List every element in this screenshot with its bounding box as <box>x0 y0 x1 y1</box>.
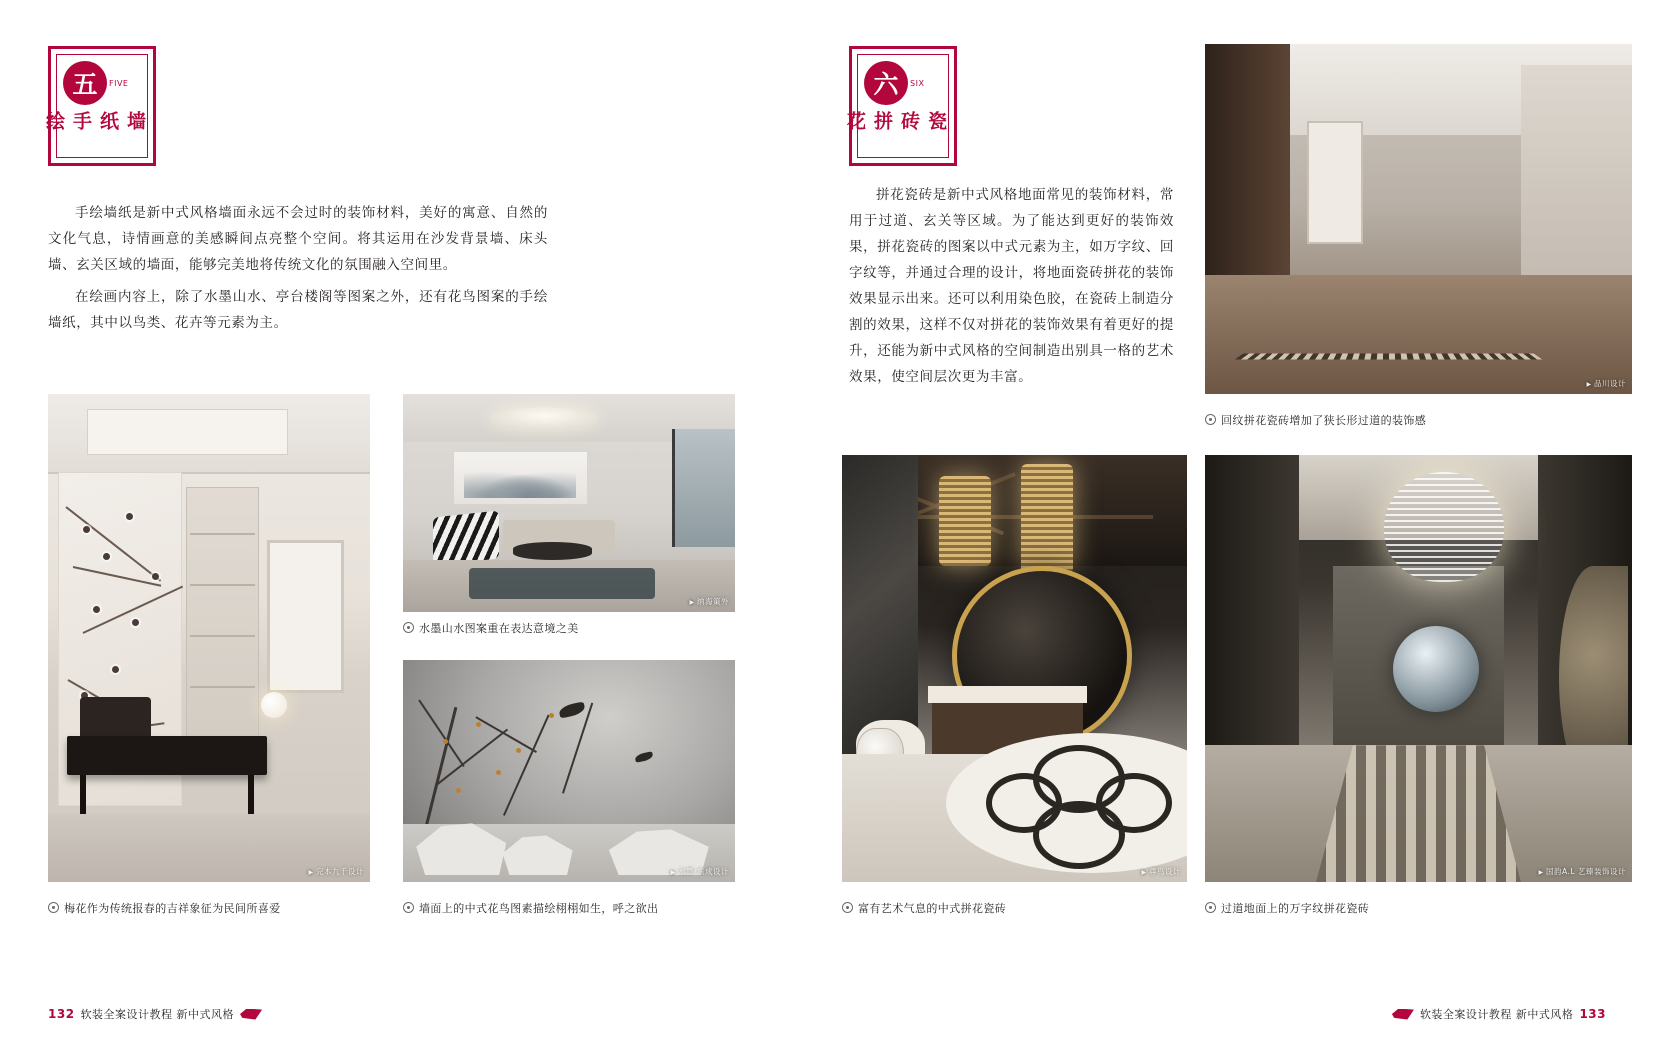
section-title-char-1: 砖 <box>898 111 920 132</box>
left-paragraph-2: 在绘画内容上，除了水墨山水、亭台楼阁等图案之外，还有花鸟图案的手绘墙纸，其中以鸟类、花卉等元素为主。 <box>48 289 548 331</box>
caption-living-room-ink: 水墨山水图案重在表达意境之美 <box>403 620 579 636</box>
section-title-char-1: 纸 <box>97 111 119 132</box>
section-title-char-2: 手 <box>70 111 92 132</box>
footer-right <box>1392 1006 1606 1022</box>
brand-logo-icon <box>1392 1009 1414 1020</box>
footer-title: 软装全案设计教程 新中式风格 <box>1419 1008 1574 1021</box>
caption-study-room: 梅花作为传统报春的吉祥象征为民间所喜爱 <box>48 900 281 916</box>
caption-bullet-icon <box>403 902 414 913</box>
section-number-en: FIVE <box>109 79 129 88</box>
caption-hallway-chandelier: 过道地面上的万字纹拼花瓷砖 <box>1205 900 1369 916</box>
photo-corridor-tile <box>1205 44 1632 394</box>
photo-watermark: ▶ 纳海策外 <box>689 596 729 607</box>
photo-watermark: ▶ 尊鸟设计 <box>1141 866 1181 877</box>
section-title-char-0: 瓷 <box>925 111 947 132</box>
caption-corridor-tile: 回纹拼花瓷砖增加了狭长形过道的装饰感 <box>1205 412 1426 428</box>
photo-study-room <box>48 394 370 882</box>
page-number: 132 <box>48 1007 75 1021</box>
caption-bird-branch-wall: 墙面上的中式花鸟图素描绘栩栩如生，呼之欲出 <box>403 900 658 916</box>
right-body-text <box>849 182 1174 396</box>
section-badge-six <box>844 46 957 166</box>
section-title-char-0: 墙 <box>124 111 146 132</box>
caption-bullet-icon <box>403 622 414 633</box>
caption-bullet-icon <box>1205 414 1216 425</box>
right-paragraph-1: 拼花瓷砖是新中式风格地面常见的装饰材料，常用于过道、玄关等区域。为了能达到更好的装饰效果，拼花瓷砖的图案以中式元素为主，如万字纹、回字纹等，并通过合理的设计，将地面瓷砖拼花的装饰效果显示出来。还可以利用染色胶，在瓷砖上制造分割的效果，这样不仅对拼花的装饰效果有着更好的提升，还能为新中式风格的空间制造出别具一格的艺术效果，使空间层次更为丰富。 <box>849 187 1174 385</box>
brand-logo-icon <box>240 1009 262 1020</box>
caption-bullet-icon <box>1205 902 1216 913</box>
section-badge-five <box>43 46 156 166</box>
footer-title: 软装全案设计教程 新中式风格 <box>80 1008 235 1021</box>
photo-bird-branch-wall <box>403 660 735 882</box>
photo-bathroom-medallion <box>842 455 1187 882</box>
left-paragraph-1: 手绘墙纸是新中式风格墙面永远不会过时的装饰材料，美好的寓意、自然的文化气息，诗情画意的美感瞬间点亮整个空间。将其运用在沙发背景墙、床头墙、玄关区域的墙面，能够完美地将传统文化的氛围融入空间里。 <box>48 205 548 273</box>
caption-bullet-icon <box>842 902 853 913</box>
section-title-char-3: 花 <box>844 111 866 132</box>
section-number: 五 <box>63 61 107 105</box>
left-body-text <box>48 200 548 342</box>
section-number: 六 <box>864 61 908 105</box>
page-number: 133 <box>1579 1007 1606 1021</box>
caption-bathroom-medallion: 富有艺术气息的中式拼花瓷砖 <box>842 900 1006 916</box>
photo-watermark: ▶ 水墨·东成设计 <box>671 866 729 877</box>
photo-watermark: ▶ 完本九千设计 <box>308 866 364 877</box>
photo-living-room-ink <box>403 394 735 612</box>
right-page <box>827 0 1654 1044</box>
footer-left <box>48 1006 262 1022</box>
photo-hallway-chandelier <box>1205 455 1632 882</box>
section-number-en: SIX <box>910 79 925 88</box>
section-title <box>844 111 947 132</box>
photo-watermark: ▶ 品川设计 <box>1586 378 1626 389</box>
section-title <box>43 111 146 132</box>
section-title-char-3: 绘 <box>43 111 65 132</box>
caption-bullet-icon <box>48 902 59 913</box>
section-title-char-2: 拼 <box>871 111 893 132</box>
photo-watermark: ▶ 国韵A.L 艺臻装饰设计 <box>1539 866 1626 877</box>
